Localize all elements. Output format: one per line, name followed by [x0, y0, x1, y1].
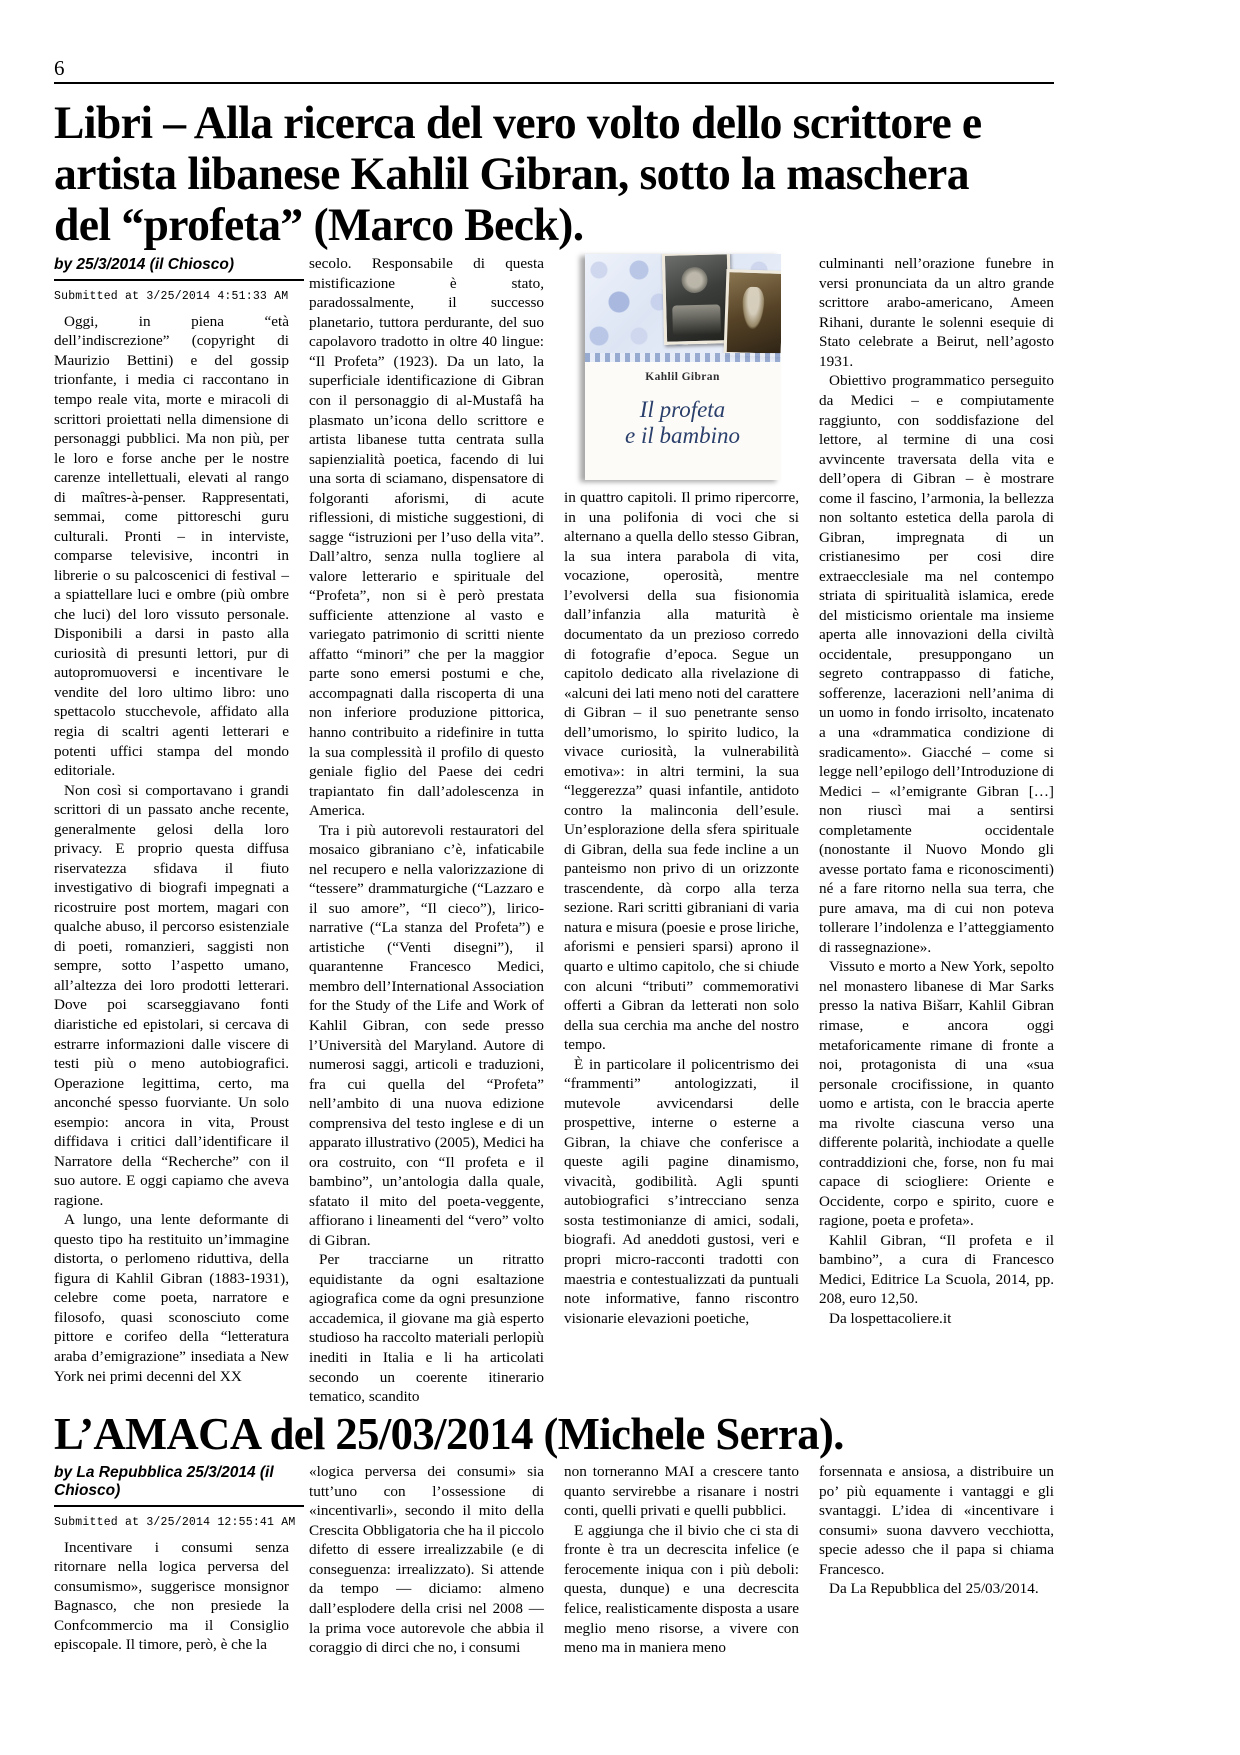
paragraph: A lungo, una lente deformante di questo tipo ha restituito un’immagine distorta, o perlomeno riduttiva, della figura di Kahlil Gibran (1883-1931), celebre come poeta, narratore e filosofo, quasi sconosciuto come pittore e corifeo della “letteratura araba d’emigrazione” insediata a New York nei primi decenni del XX	[54, 1211, 289, 1385]
paragraph: È in particolare il policentrismo dei “frammenti” antologizzati, il mutevole avvicendarsi delle prospettive, interne o esterne a Gibran, la chiave che conferisce a queste agili pagine dinamismo, vivacità, godibilità. Agli spunti autobiografici s’intrecciano senza sosta testimonianze di amici, sodali, biografi. Ad aneddoti gustosi, veri e propri micro-racconti tradotti con maestria e contestualizzati da puntuali note informative, fanno riscontro visionarie elevazioni poetiche,	[564, 1055, 799, 1327]
article-two-column-2	[309, 1462, 544, 1657]
article-two-column-4	[819, 1462, 1054, 1657]
article-one-byline: by 25/3/2014 (il Chiosco)	[54, 256, 235, 274]
article-one-headline: Libri – Alla ricerca del vero volto dello scrittore e artista libanese Kahlil Gibran, sotto la maschera del “profeta” (Marco Beck).	[54, 97, 982, 251]
article-one-column-2	[309, 254, 544, 1406]
paragraph: forsennata e ansiosa, a distribuire un po’ più equamente i vantaggi e gli svantaggi. L’idea di «incentivare i consumi» suona davvero vecchiotta, specie adesso che il papa si chiama Francesco.	[819, 1463, 1054, 1578]
paragraph: Incentivare i consumi senza ritornare nella logica perversa del consumismo», suggerisce monsignor Bagnasco, che non presiede la Confcommercio ma il Consiglio episcopale. Il timore, però, è che la	[54, 1538, 289, 1654]
paragraph: secolo. Responsabile di questa mistificazione è stato, paradossalmente, il successo planetario, tuttora perdurante, del suo capolavoro tradotto in oltre 40 lingue: “Il Profeta” (1923). Da un lato, la superficiale identificazione di Gibran con il personaggio di al-Mustafâ ha plasmato un’icona dello scrittore e artista libanese tutta centrata sulla sapienzialità poetica, facendo di lui una sorta di sciamano, dispensatore di folgoranti aforismi, di acute riflessioni, di mistiche suggestioni, di sagge “istruzioni per l’uso della vita”. Dall’altro, senza nulla togliere al valore letterario e spirituale del “Profeta”, non si è però prestata sufficiente attenzione al vasto e variegato patrimonio di scritti niente affatto “minori” che per la maggior parte sono emersi postumi e che, accompagnati dalla riscoperta di una non inferiore produzione pittorica, hanno contribuito a ridefinire in tutta la sua complessità il profilo di questo geniale figlio del Paese dei cedri trapiantato fin dall’adolescenza in America.	[309, 255, 544, 820]
paragraph: Kahlil Gibran, “Il profeta e il bambino”, a cura di Francesco Medici, Editrice La Scuola, 2014, pp. 208, euro 12,50.	[819, 1231, 1054, 1308]
article-two-column-3	[564, 1462, 799, 1657]
cover-text-area	[585, 362, 781, 480]
cover-author-name: Kahlil Gibran	[645, 371, 720, 384]
paragraph: Obiettivo programmatico perseguito da Medici – e compiutamente raggiunto, con soddisfazione del lettore, al termine di una cosi avvincente traversata della vita e dell’opera di Gibran – è mostrare come il fascino, l’armonia, la bellezza non soltanto estetica della parola di Gibran, impregnata di un cristianesimo per cosi dire extraecclesiale ma nel contempo striata di spiritualità islamica, erede del misticismo orientale ma insieme aperta alle innovazioni della civiltà occidentale, presuppongano un segreto contrappasso di fatiche, sofferenze, lacerazioni nell’anima di un uomo in fondo irrisolto, incatenato a una «drammatica condizione di sradicamento». Giacché – come si legge nell’epilogo dell’Introduzione di Medici – «l’emigrante Gibran […] non riuscì mai a sentirsi completamente occidentale (nonostante il Nuovo Mondo gli avesse portato fama e riconoscimenti) né a fare ritorno nella sua terra, che pure amava, ma di cui non poteva tollerare l’indolenza e l’atteggiamento di rassegnazione».	[819, 372, 1054, 956]
paragraph: Per tracciarne un ritratto equidistante da ogni esaltazione agiografica come da ogni presunzione accademica, il giovane ma già esperto studioso ha raccolto materiali perlopiù inediti in Italia e li ha articolati secondo un coerente itinerario tematico, scandito	[309, 1251, 544, 1406]
cover-photo-portrait-left	[661, 254, 731, 345]
article-gibran	[54, 98, 1054, 1407]
paragraph: in quattro capitoli. Il primo ripercorre, in una polifonia di voci che si alternano a quella dello stesso Gibran, la sua intera parabola di vita, vocazione, operosità, mentre l’evolversi della sua fisionomia dall’infanzia alla maturità è documentato da un prezioso corredo di fotografie d’epoca. Segue un capitolo dedicato alla rivelazione di «alcuni dei lati meno noti del carattere di Gibran – il suo penetrante senso dell’umorismo, lo spirito ludico, la vivace curiosità, la vulnerabilità emotiva»: in altri termini, la sua “leggerezza” quasi infantile, antidoto contro la malinconia dell’esule. Un’esplorazione della sfera spirituale di Gibran, della sua fede incline a un panteismo non privo di un orizzonte trascendente, dà corpo alla terza sezione. Rari scritti gibraniani di varia natura e misura (poesie e prose liriche, aforismi e pensieri sparsi) aprono il quarto e ultimo capitolo, che si chiude con alcuni “tributi” commemorativi offerti a Gibran da letterati non solo della sua cerchia ma anche del nostro tempo.	[564, 489, 799, 1054]
article-one-column-4	[819, 254, 1054, 1406]
article-one-columns	[54, 254, 1054, 1406]
cover-title	[585, 383, 781, 448]
header-rule	[54, 82, 1054, 84]
paragraph: Tra i più autorevoli restauratori del mosaico gibraniano c’è, infaticabile nel recupero e nella valorizzazione di “tessere” drammaturgiche (“Lazzaro e il suo amore”, “Il cieco”), lirico-narrative (“La stanza del Profeta”) e artistiche (“Venti disegni”), il quarantenne Francesco Medici, membro dell’International Association for the Study of the Life and Work of Kahlil Gibran, con sede presso l’Università del Maryland. Autore di numerosi saggi, articoli e traduzioni, fra cui quella del “Profeta” nell’ambito di una nuova edizione comprensiva del testo inglese e di un apparato illustrativo (2005), Medici ha ora costruito, con “Il profeta e il bambino”, un’antologia dalla quale, sfatato il mito del poeta-veggente, affiorano i lineamenti del “vero” volto di Gibran.	[309, 821, 544, 1249]
paragraph: «logica perversa dei consumi» sia tutt’uno con l’ossessione di «incentivarli», secondo il mito della Crescita Obbligatoria che ha il piccolo difetto di essere irrealizzabile (e di conseguenza: irrealizzato). Si attende da tempo — diciamo: almeno dall’esplodere della crisi nel 2008 — la prima voce autorevole che abbia il coraggio di dirci che no, i consumi	[309, 1463, 544, 1657]
article-amaca	[54, 1409, 1054, 1658]
cover-title-line-1: Il profeta	[639, 397, 726, 423]
article-two-submitted: Submitted at 3/25/2014 12:55:41 AM	[54, 1515, 296, 1529]
paragraph: Vissuto e morto a New York, sepolto nel monastero libanese di Mar Sarks presso la nativa Bišarr, Kahlil Gibran rimase, e ancora oggi metaforicamente rimane di fronte a noi, protagonista di una «sua personale crocifissione, in quanto uomo e artista, con le braccia aperte ma rivolte ciascuna verso una differente polarità, inchiodate a quelle contraddizioni che, forse, non fu mai capace di sciogliere: Oriente e Occidente, corpo e spirito, cuore e ragione, poeta e profeta».	[819, 958, 1054, 1230]
article-one-submitted: Submitted at 3/25/2014 4:51:33 AM	[54, 290, 289, 304]
article-one-column-3	[564, 254, 799, 1406]
book-cover	[585, 254, 781, 480]
source-credit: Da lospettacoliere.it	[829, 1309, 952, 1327]
paragraph: Non così si comportavano i grandi scrittori di un passato anche recente, generalmente gelosi della loro privacy. E proprio questa diffusa riservatezza sfidava il fiuto investigativo di biografi impegnati a ricostruire post mortem, magari con qualche abuso, il percorso esistenziale di poeti, romanzieri, saggisti non sempre, sotto l’aspetto umano, all’altezza dei loro prodotti letterari. Dove poi scarseggiavano fonti diaristiche ed epistolari, si cercava di estrarre informazioni dalle viscere di testi più o meno autobiografici. Operazione legittima, certo, ma anconché spesso fuorviante. Un solo esempio: ancora in vita, Proust diffidava i critici dall’identificare il Narratore della “Recherche” con il suo autore. E oggi capiamo che aveva ragione.	[54, 781, 289, 1209]
book-cover-image	[577, 254, 787, 482]
article-two-headline: L’AMACA del 25/03/2014 (Michele Serra).	[54, 1407, 844, 1459]
paragraph: culminanti nell’orazione funebre in versi pronunciata da un altro grande scrittore arabo-americano, Ameen Rihani, durante le solenni esequie di Stato celebrate a Beirut, nell’agosto 1931.	[819, 255, 1054, 370]
source-credit: Da La Repubblica del 25/03/2014.	[829, 1580, 1039, 1598]
cover-title-line-2: e il bambino	[625, 422, 740, 448]
page-number: 6	[54, 56, 65, 80]
article-two-byline: by La Repubblica 25/3/2014 (il Chiosco)	[54, 1464, 274, 1500]
byline-rule	[54, 1505, 304, 1507]
article-two-columns	[54, 1462, 1054, 1657]
article-one-column-1	[54, 254, 289, 1406]
cover-photo-portrait-right	[723, 269, 780, 357]
paragraph: Oggi, in piena “età dell’indiscrezione” (copyright di Maurizio Bettini) e del gossip trionfante, i media ci raccontano in tempo reale vita, morte e miracoli di scrittori proiettati nella dimensione di personaggi pubblici. Ma non più, per le loro e forse anche per le nostre carenze intellettuali, elevati al rango di maîtres-à-penser. Rappresentati, semmai, come pittoreschi guru culturali. Pronti – in interviste, comparse televisive, incontri in librerie o su palcoscenici di festival – a spiattellare luci e ombre (più ombre che luci) del loro vissuto personale. Disponibili a darsi in pasto alla curiosità di presunti lettori, pur di autopromuoversi e incentivare le vendite del loro ultimo libro: uno spettacolo stucchevole, affidato alla regia di scaltri agenti letterari e potenti uffici stampa del mondo editoriale.	[54, 312, 289, 780]
paragraph: E aggiunga che il bivio che ci sta di fronte è tra un decrescita infelice (e ferocemente iniqua con i più deboli: questa, dunque) e una decrescita felice, realisticamente disposta a usare meglio meno risorse, a vivere con meno ma in maniera meno	[564, 1521, 799, 1657]
paragraph: non torneranno MAI a crescere tanto quanto servirebbe a risanare i nostri conti, quelli privati e quelli pubblici.	[564, 1463, 799, 1520]
byline-rule	[54, 279, 304, 281]
cover-ornament-pattern	[585, 254, 781, 362]
article-two-column-1	[54, 1462, 296, 1657]
